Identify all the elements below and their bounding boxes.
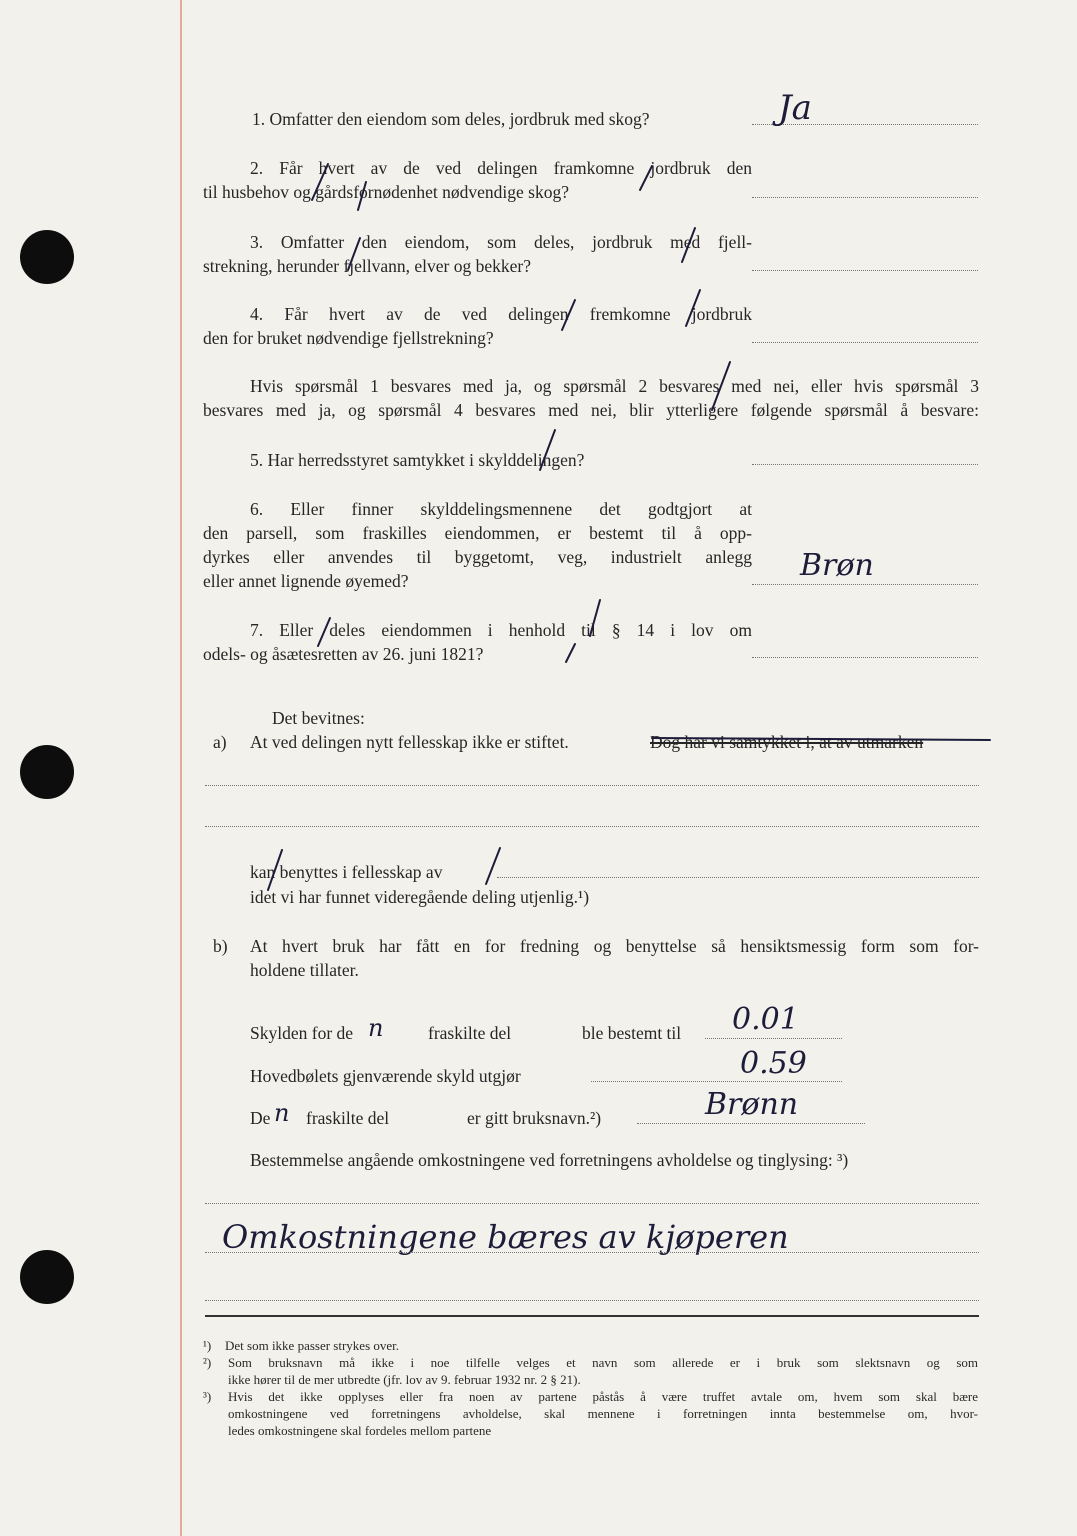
pen-slash-q2c xyxy=(640,166,652,190)
pen-slash-q5 xyxy=(540,430,555,470)
question-4-line-1: 4. Får hvert av de ved delingen fremkomne jordbruk xyxy=(250,304,752,324)
skyld-label-3c: er gitt bruksnavn.²) xyxy=(467,1108,602,1128)
bestemmelse-label: Bestemmelse angående omkostningene ved forretningens avholdelse og tinglysing: ³) xyxy=(250,1150,849,1170)
question-6-line-4: eller annet lignende øyemed? xyxy=(203,571,409,591)
pen-slash-q7c xyxy=(566,644,575,662)
question-3-line-1: 3. Omfatter den eiendom, som deles, jordbruk med fjell- xyxy=(250,232,752,252)
question-6-line-3: dyrkes eller anvendes til byggetomt, veg, industrielt anlegg xyxy=(203,547,752,567)
skyld-label-3a: De xyxy=(250,1108,271,1128)
footnote-2-marker: ²) xyxy=(203,1355,212,1370)
pen-slash-q7b xyxy=(318,618,330,646)
question-4-line-2: den for bruket nødvendige fjellstrekning? xyxy=(203,328,494,348)
idet-line: idet vi har funnet videregående deling utjenlig.¹) xyxy=(250,887,590,907)
question-2-line-1: 2. Får hvert av de ved delingen framkomne jordbruk den xyxy=(250,158,752,178)
skyld-label-1c: ble bestemt til xyxy=(582,1023,682,1043)
cost-note-handwritten: Omkostningene bæres av kjøperen xyxy=(222,1218,789,1256)
attest-a-marker: a) xyxy=(213,732,227,752)
footnote-3-line-3: ledes omkostningene skal fordeles mellom partene xyxy=(228,1423,492,1438)
footnote-1-marker: ¹) xyxy=(203,1338,212,1353)
pen-slash-q4b xyxy=(686,290,700,326)
attest-heading: Det bevitnes: xyxy=(272,708,365,728)
skyld-label-2: Hovedbølets gjenværende skyld utgjør xyxy=(250,1066,521,1086)
footnote-2-line-1: Som bruksnavn må ikke i noe tilfelle velges et navn som allerede er i bruk som slektsnavn og som xyxy=(228,1355,978,1370)
skyld-label-1b: fraskilte del xyxy=(428,1023,512,1043)
skyld-label-1-handwritten: n xyxy=(368,1014,384,1042)
question-7-line-2: odels- og åsætesretten av 26. juni 1821? xyxy=(203,644,484,664)
attest-b-marker: b) xyxy=(213,936,228,956)
footnote-3-line-1: Hvis det ikke opplyses eller fra noen av partene påstås å være truffet avtale om, hvem som skal bære xyxy=(228,1389,978,1404)
skyld-label-1a: Skylden for de xyxy=(250,1023,354,1043)
footnote-1-text: Det som ikke passer strykes over. xyxy=(225,1338,400,1353)
pen-slash-q4a xyxy=(562,300,575,330)
skyld-label-3b: fraskilte del xyxy=(306,1108,390,1128)
pen-slash-cond xyxy=(712,362,730,410)
attest-b-line-1: At hvert bruk har fått en for fredning og benyttelse så hensiktsmessig form som for- xyxy=(250,936,979,956)
pen-slash-q2a xyxy=(312,164,328,200)
pen-slash-q3b xyxy=(348,238,360,270)
pen-slash-q2b xyxy=(358,182,366,210)
pen-slash-q3a xyxy=(682,228,695,262)
pen-slash-kan xyxy=(268,850,282,890)
footnote-3-marker: ³) xyxy=(203,1389,212,1404)
attest-a-struck-text: Dog har vi samtykket i, at av utmarken xyxy=(650,732,924,752)
kan-line: kan benyttes i fellesskap av xyxy=(250,862,443,882)
question-5: 5. Har herredsstyret samtykket i skylddelingen? xyxy=(250,450,585,470)
skyld-value-3: Brønn xyxy=(705,1087,799,1122)
question-6-line-2: den parsell, som fraskilles eiendommen, er bestemt til å opp- xyxy=(203,523,752,543)
question-7-line-1: 7. Eller deles eiendommen i henhold til § 14 i lov om xyxy=(250,620,752,640)
skyld-label-3-handwritten: n xyxy=(274,1099,290,1127)
question-1: 1. Omfatter den eiendom som deles, jordbruk med skog? xyxy=(252,109,650,129)
skyld-value-2: 0.59 xyxy=(740,1046,807,1081)
question-6-line-1: 6. Eller finner skylddelingsmennene det godtgjort at xyxy=(250,499,752,519)
question-2-line-2: til husbehov og gårdsfornødenhet nødvendige skog? xyxy=(203,182,569,202)
pen-strike-a xyxy=(652,738,990,740)
condition-line-2: besvares med ja, og spørsmål 4 besvares med nei, blir ytterligere følgende spørsmål å besvare: xyxy=(203,400,979,420)
attest-a-text: At ved delingen nytt fellesskap ikke er stiftet. xyxy=(250,732,569,752)
pen-slash-av xyxy=(486,848,500,884)
condition-line-1: Hvis spørsmål 1 besvares med ja, og spørsmål 2 besvares med nei, eller hvis spørsmål 3 xyxy=(250,376,979,396)
answer-1-handwritten: Ja xyxy=(778,88,812,128)
pen-slash-q7a xyxy=(590,600,600,636)
answer-6-handwritten: Brøn xyxy=(800,548,874,583)
footnote-2-line-2: ikke hører til de mer utbredte (jfr. lov av 9. februar 1932 nr. 2 § 21). xyxy=(228,1372,581,1387)
question-3-line-2: strekning, herunder fjellvann, elver og bekker? xyxy=(203,256,531,276)
skyld-value-1: 0.01 xyxy=(732,1002,799,1037)
attest-b-line-2: holdene tillater. xyxy=(250,960,359,980)
footnote-3-line-2: omkostningene ved forretningens avholdelse, skal mennene i forretningen innta bestemmelse om, hvor- xyxy=(228,1406,978,1421)
